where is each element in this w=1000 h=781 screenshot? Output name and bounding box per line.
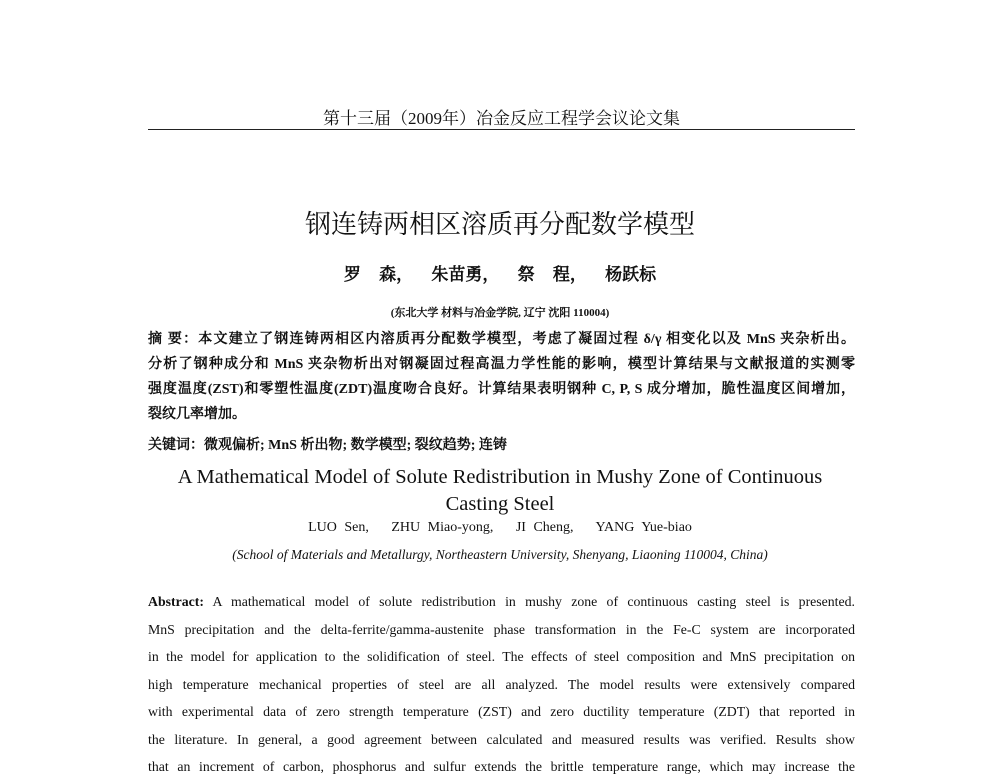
abstract-line: A mathematical model of solute redistribution in mushy zone of continuous casting steel is presented. xyxy=(212,594,855,609)
english-affiliation: (School of Materials and Metallurgy, Northeastern University, Shenyang, Liaoning 110004, China) xyxy=(232,547,768,562)
abstract-line: the literature. In general, a good agreement between calculated and measured results was verified. Results show xyxy=(148,731,855,747)
keywords-label: 关键词： xyxy=(148,438,204,453)
abstract-line: 强度温度(ZST)和零塑性温度(ZDT)温度吻合良好。计算结果表明钢种 C, P, S 成分增加，脆性温度区间增加， xyxy=(148,382,855,397)
title-line: A Mathematical Model of Solute Redistribution in Mushy Zone of Continuous xyxy=(177,466,823,488)
keywords-text: 微观偏析; MnS 析出物; 数学模型; 裂纹趋势; 连铸 xyxy=(204,438,507,453)
abstract-line: MnS precipitation and the delta-ferrite/gamma-austenite phase transformation in the Fe-C system are incorporated xyxy=(148,621,855,637)
abstract-line: with experimental data of zero strength temperature (ZST) and zero ductility temperature (ZDT) that reported in xyxy=(148,704,855,719)
keywords xyxy=(148,434,507,454)
abstract-line: 裂纹几率增加。 xyxy=(148,407,246,422)
title-line: Casting Steel xyxy=(445,493,555,515)
running-header: 第十三届（2009年）冶金反应工程学会议论文集 xyxy=(323,109,680,128)
paper-title: 钢连铸两相区溶质再分配数学模型 xyxy=(304,210,695,239)
abstract-line: 本文建立了钢连铸两相区内溶质再分配数学模型，考虑了凝固过程 δ/γ 相变化以及 MnS 夹杂析出。 xyxy=(198,332,856,347)
abstract-line: that an increment of carbon, phosphorus and sulfur extends the brittle temperature range, which may increase the xyxy=(148,759,855,774)
abstract-line: high temperature mechanical properties of steel are all analyzed. The model results were extensively compared xyxy=(148,676,855,692)
english-title xyxy=(0,464,1000,518)
authors: 罗 森， 朱苗勇， 祭 程， 杨跃标 xyxy=(343,265,657,284)
header-rule xyxy=(148,129,855,130)
abstract-label: 摘 要： xyxy=(148,332,199,347)
abstract-line: in the model for application to the solidification of steel. The effects of steel composition and MnS precipitation on xyxy=(148,649,855,664)
chinese-abstract xyxy=(148,327,855,427)
abstract-label: Abstract: xyxy=(148,594,204,609)
affiliation: (东北大学 材料与冶金学院, 辽宁 沈阳 110004) xyxy=(390,307,610,319)
english-abstract xyxy=(148,588,855,781)
abstract-line: 分析了钢种成分和 MnS 夹杂物析出对钢凝固过程高温力学性能的影响，模型计算结果与文献报道的实测零 xyxy=(148,357,855,372)
english-authors: LUO Sen, ZHU Miao-yong, JI Cheng, YANG Yue-biao xyxy=(308,520,692,535)
